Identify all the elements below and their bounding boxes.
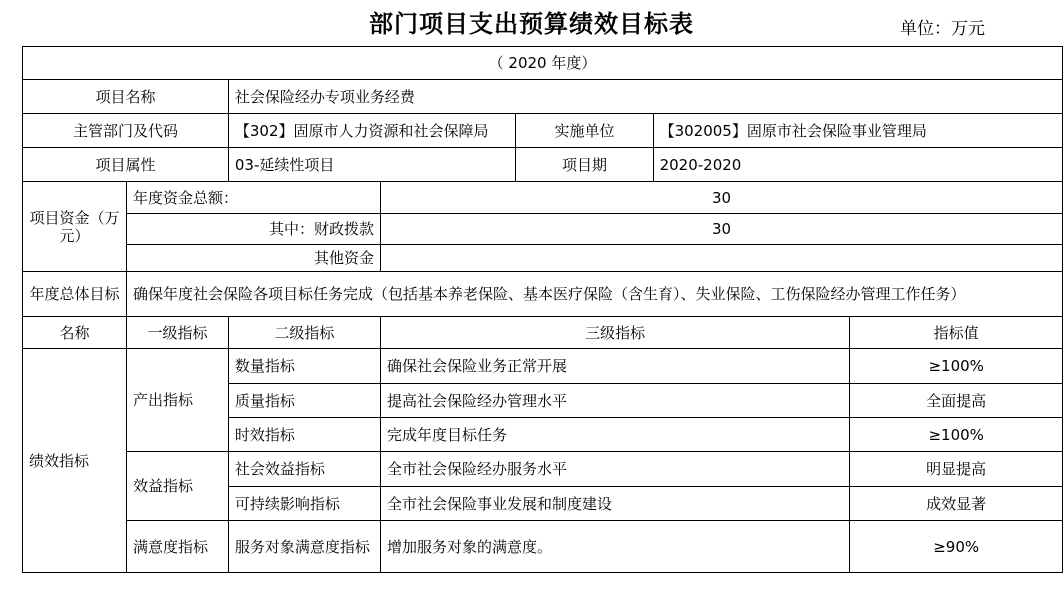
level1-cell: 产出指标	[127, 349, 229, 452]
funds-fiscal-value: 30	[380, 214, 1062, 245]
col-level3-header: 三级指标	[380, 317, 849, 349]
goal-label: 年度总体目标	[23, 272, 127, 317]
level2-cell: 质量指标	[228, 384, 380, 418]
year-cell: （ 2020 年度）	[23, 47, 1063, 80]
project-name-value: 社会保险经办专项业务经费	[228, 80, 1062, 114]
department-label: 主管部门及代码	[23, 114, 229, 148]
project-name-row	[23, 80, 1063, 114]
year-row	[23, 47, 1063, 80]
indicator-value-cell: ≥90%	[850, 521, 1063, 573]
funds-fiscal-row	[23, 214, 1063, 245]
project-period-label: 项目期	[516, 148, 653, 182]
col-level2-header: 二级指标	[228, 317, 380, 349]
project-name-label: 项目名称	[23, 80, 229, 114]
level2-cell: 可持续影响指标	[228, 487, 380, 521]
level2-cell: 时效指标	[228, 418, 380, 452]
indicator-value-cell: 成效显著	[850, 487, 1063, 521]
indicator-value-cell: 全面提高	[850, 384, 1063, 418]
level3-cell: 全市社会保险事业发展和制度建设	[380, 487, 849, 521]
attribute-row	[23, 148, 1063, 182]
level3-cell: 增加服务对象的满意度。	[380, 521, 849, 573]
department-value: 【302】固原市人力资源和社会保障局	[228, 114, 516, 148]
table-row	[23, 452, 1063, 487]
funds-other-value	[380, 245, 1062, 272]
funds-other-row	[23, 245, 1063, 272]
column-header-row	[23, 317, 1063, 349]
col-name-header: 名称	[23, 317, 127, 349]
level2-cell: 服务对象满意度指标	[228, 521, 380, 573]
budget-performance-table	[22, 46, 1063, 573]
indicator-value-cell: ≥100%	[850, 349, 1063, 384]
table-row	[23, 521, 1063, 573]
level1-cell: 满意度指标	[127, 521, 229, 573]
funds-total-value: 30	[380, 182, 1062, 214]
level1-cell: 效益指标	[127, 452, 229, 521]
unit-label: 单位：万元	[900, 19, 985, 39]
goal-text: 确保年度社会保险各项目标任务完成（包括基本养老保险、基本医疗保险（含生育）、失业保险、工伤保险经办管理工作任务）	[127, 272, 1063, 317]
project-attribute-value: 03-延续性项目	[228, 148, 516, 182]
goal-row	[23, 272, 1063, 317]
col-level1-header: 一级指标	[127, 317, 229, 349]
level3-cell: 确保社会保险业务正常开展	[380, 349, 849, 384]
project-attribute-label: 项目属性	[23, 148, 229, 182]
level3-cell: 完成年度目标任务	[380, 418, 849, 452]
implementing-unit-value: 【302005】固原市社会保险事业管理局	[653, 114, 1062, 148]
level2-cell: 社会效益指标	[228, 452, 380, 487]
funds-other-label: 其他资金	[127, 245, 381, 272]
implementing-unit-label: 实施单位	[516, 114, 653, 148]
funds-total-row	[23, 182, 1063, 214]
funds-total-label: 年度资金总额：	[127, 182, 381, 214]
col-value-header: 指标值	[850, 317, 1063, 349]
level3-cell: 全市社会保险经办服务水平	[380, 452, 849, 487]
funds-label: 项目资金（万元）	[23, 182, 127, 272]
level3-cell: 提高社会保险经办管理水平	[380, 384, 849, 418]
performance-label: 绩效指标	[23, 349, 127, 573]
funds-fiscal-label: 其中：财政拨款	[127, 214, 381, 245]
project-period-value: 2020-2020	[653, 148, 1062, 182]
page-title: 部门项目支出预算绩效目标表	[369, 9, 694, 38]
indicator-value-cell: ≥100%	[850, 418, 1063, 452]
department-row	[23, 114, 1063, 148]
level2-cell: 数量指标	[228, 349, 380, 384]
indicator-value-cell: 明显提高	[850, 452, 1063, 487]
table-row	[23, 349, 1063, 384]
